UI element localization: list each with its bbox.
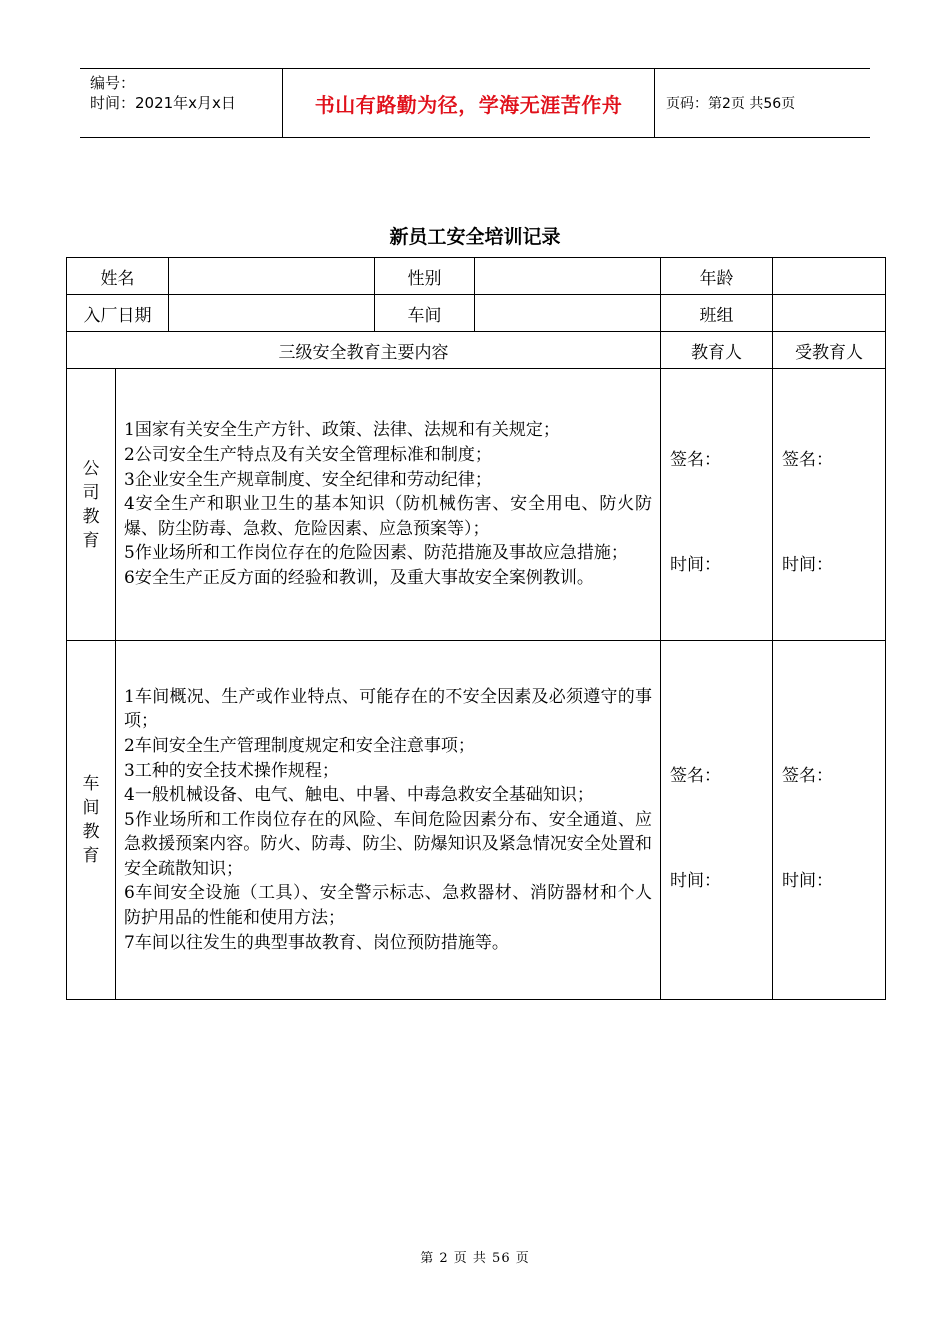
list-item: 6安全生产正反方面的经验和教训，及重大事故安全案例教训。	[124, 567, 594, 588]
company-education-label: 公 司 教 育	[67, 369, 116, 641]
educator-header: 教育人	[661, 332, 773, 369]
table-row	[67, 641, 886, 1000]
table-row	[67, 369, 886, 641]
list-item: 2公司安全生产特点及有关安全管理标准和制度；	[124, 445, 492, 466]
name-label: 姓名	[67, 258, 169, 295]
workshop-field[interactable]	[475, 295, 661, 332]
list-item: 3企业安全生产规章制度、安全纪律和劳动纪律；	[124, 469, 492, 490]
company-trainee-sign[interactable]	[773, 369, 886, 641]
content-header: 三级安全教育主要内容	[67, 332, 661, 369]
time-label: 时间：	[670, 555, 721, 575]
sign-label: 签名：	[670, 766, 721, 786]
date-label: 时间：2021年x月x日	[90, 94, 236, 112]
page-header	[80, 68, 870, 138]
workshop-education-content	[116, 641, 661, 1000]
number-label: 编号：	[90, 74, 136, 92]
workshop-trainee-sign[interactable]	[773, 641, 886, 1000]
list-item: 3工种的安全技术操作规程；	[124, 760, 339, 781]
training-record-table	[66, 257, 886, 1000]
table-row	[67, 258, 886, 295]
table-row	[67, 295, 886, 332]
list-item: 1车间概况、生产或作业特点、可能存在的不安全因素及必须遵守的事项；	[124, 686, 652, 732]
list-item: 5作业场所和工作岗位存在的危险因素、防范措施及事故应急措施；	[124, 543, 628, 564]
list-item: 4安全生产和职业卫生的基本知识（防机械伤害、安全用电、防火防爆、防尘防毒、急救、危险因素、应急预案等）；	[124, 494, 652, 539]
table-row	[67, 332, 886, 369]
document-title: 新员工安全培训记录	[389, 226, 561, 248]
list-item: 4一般机械设备、电气、触电、中暑、中毒急救安全基础知识；	[124, 785, 594, 806]
team-label: 班组	[661, 295, 773, 332]
entry-date-label: 入厂日期	[67, 295, 169, 332]
list-item: 1国家有关安全生产方针、政策、法律、法规和有关规定；	[124, 420, 560, 441]
workshop-label: 车间	[375, 295, 475, 332]
company-educator-sign[interactable]	[661, 369, 773, 641]
sign-label: 签名：	[782, 766, 833, 786]
workshop-educator-sign[interactable]	[661, 641, 773, 1000]
workshop-education-label: 车 间 教 育	[67, 641, 116, 1000]
header-divider	[654, 69, 655, 137]
header-meta	[90, 73, 236, 113]
time-label: 时间：	[670, 871, 721, 891]
time-label: 时间：	[782, 871, 833, 891]
list-item: 5作业场所和工作岗位存在的风险、车间危险因素分布、安全通道、应急救援预案内容。防火、防毒、防尘、防爆知识及紧急情况安全处置和安全疏散知识；	[124, 809, 652, 879]
page-footer: 第 2 页 共 56 页	[420, 1251, 530, 1266]
list-item: 6车间安全设施（工具）、安全警示标志、急救器材、消防器材和个人防护用品的性能和使用方法；	[124, 883, 652, 929]
gender-field[interactable]	[475, 258, 661, 295]
name-field[interactable]	[169, 258, 375, 295]
header-motto: 书山有路勤为径，学海无涯苦作舟	[314, 92, 623, 117]
header-page-info: 页码：第2页 共56页	[666, 96, 796, 112]
gender-label: 性别	[375, 258, 475, 295]
team-field[interactable]	[773, 295, 886, 332]
age-field[interactable]	[773, 258, 886, 295]
time-label: 时间：	[782, 555, 833, 575]
sign-label: 签名：	[782, 450, 833, 470]
list-item: 7车间以往发生的典型事故教育、岗位预防措施等。	[124, 932, 509, 953]
company-education-content	[116, 369, 661, 641]
trainee-header: 受教育人	[773, 332, 886, 369]
list-item: 2车间安全生产管理制度规定和安全注意事项；	[124, 735, 475, 756]
sign-label: 签名：	[670, 450, 721, 470]
entry-date-field[interactable]	[169, 295, 375, 332]
age-label: 年龄	[661, 258, 773, 295]
